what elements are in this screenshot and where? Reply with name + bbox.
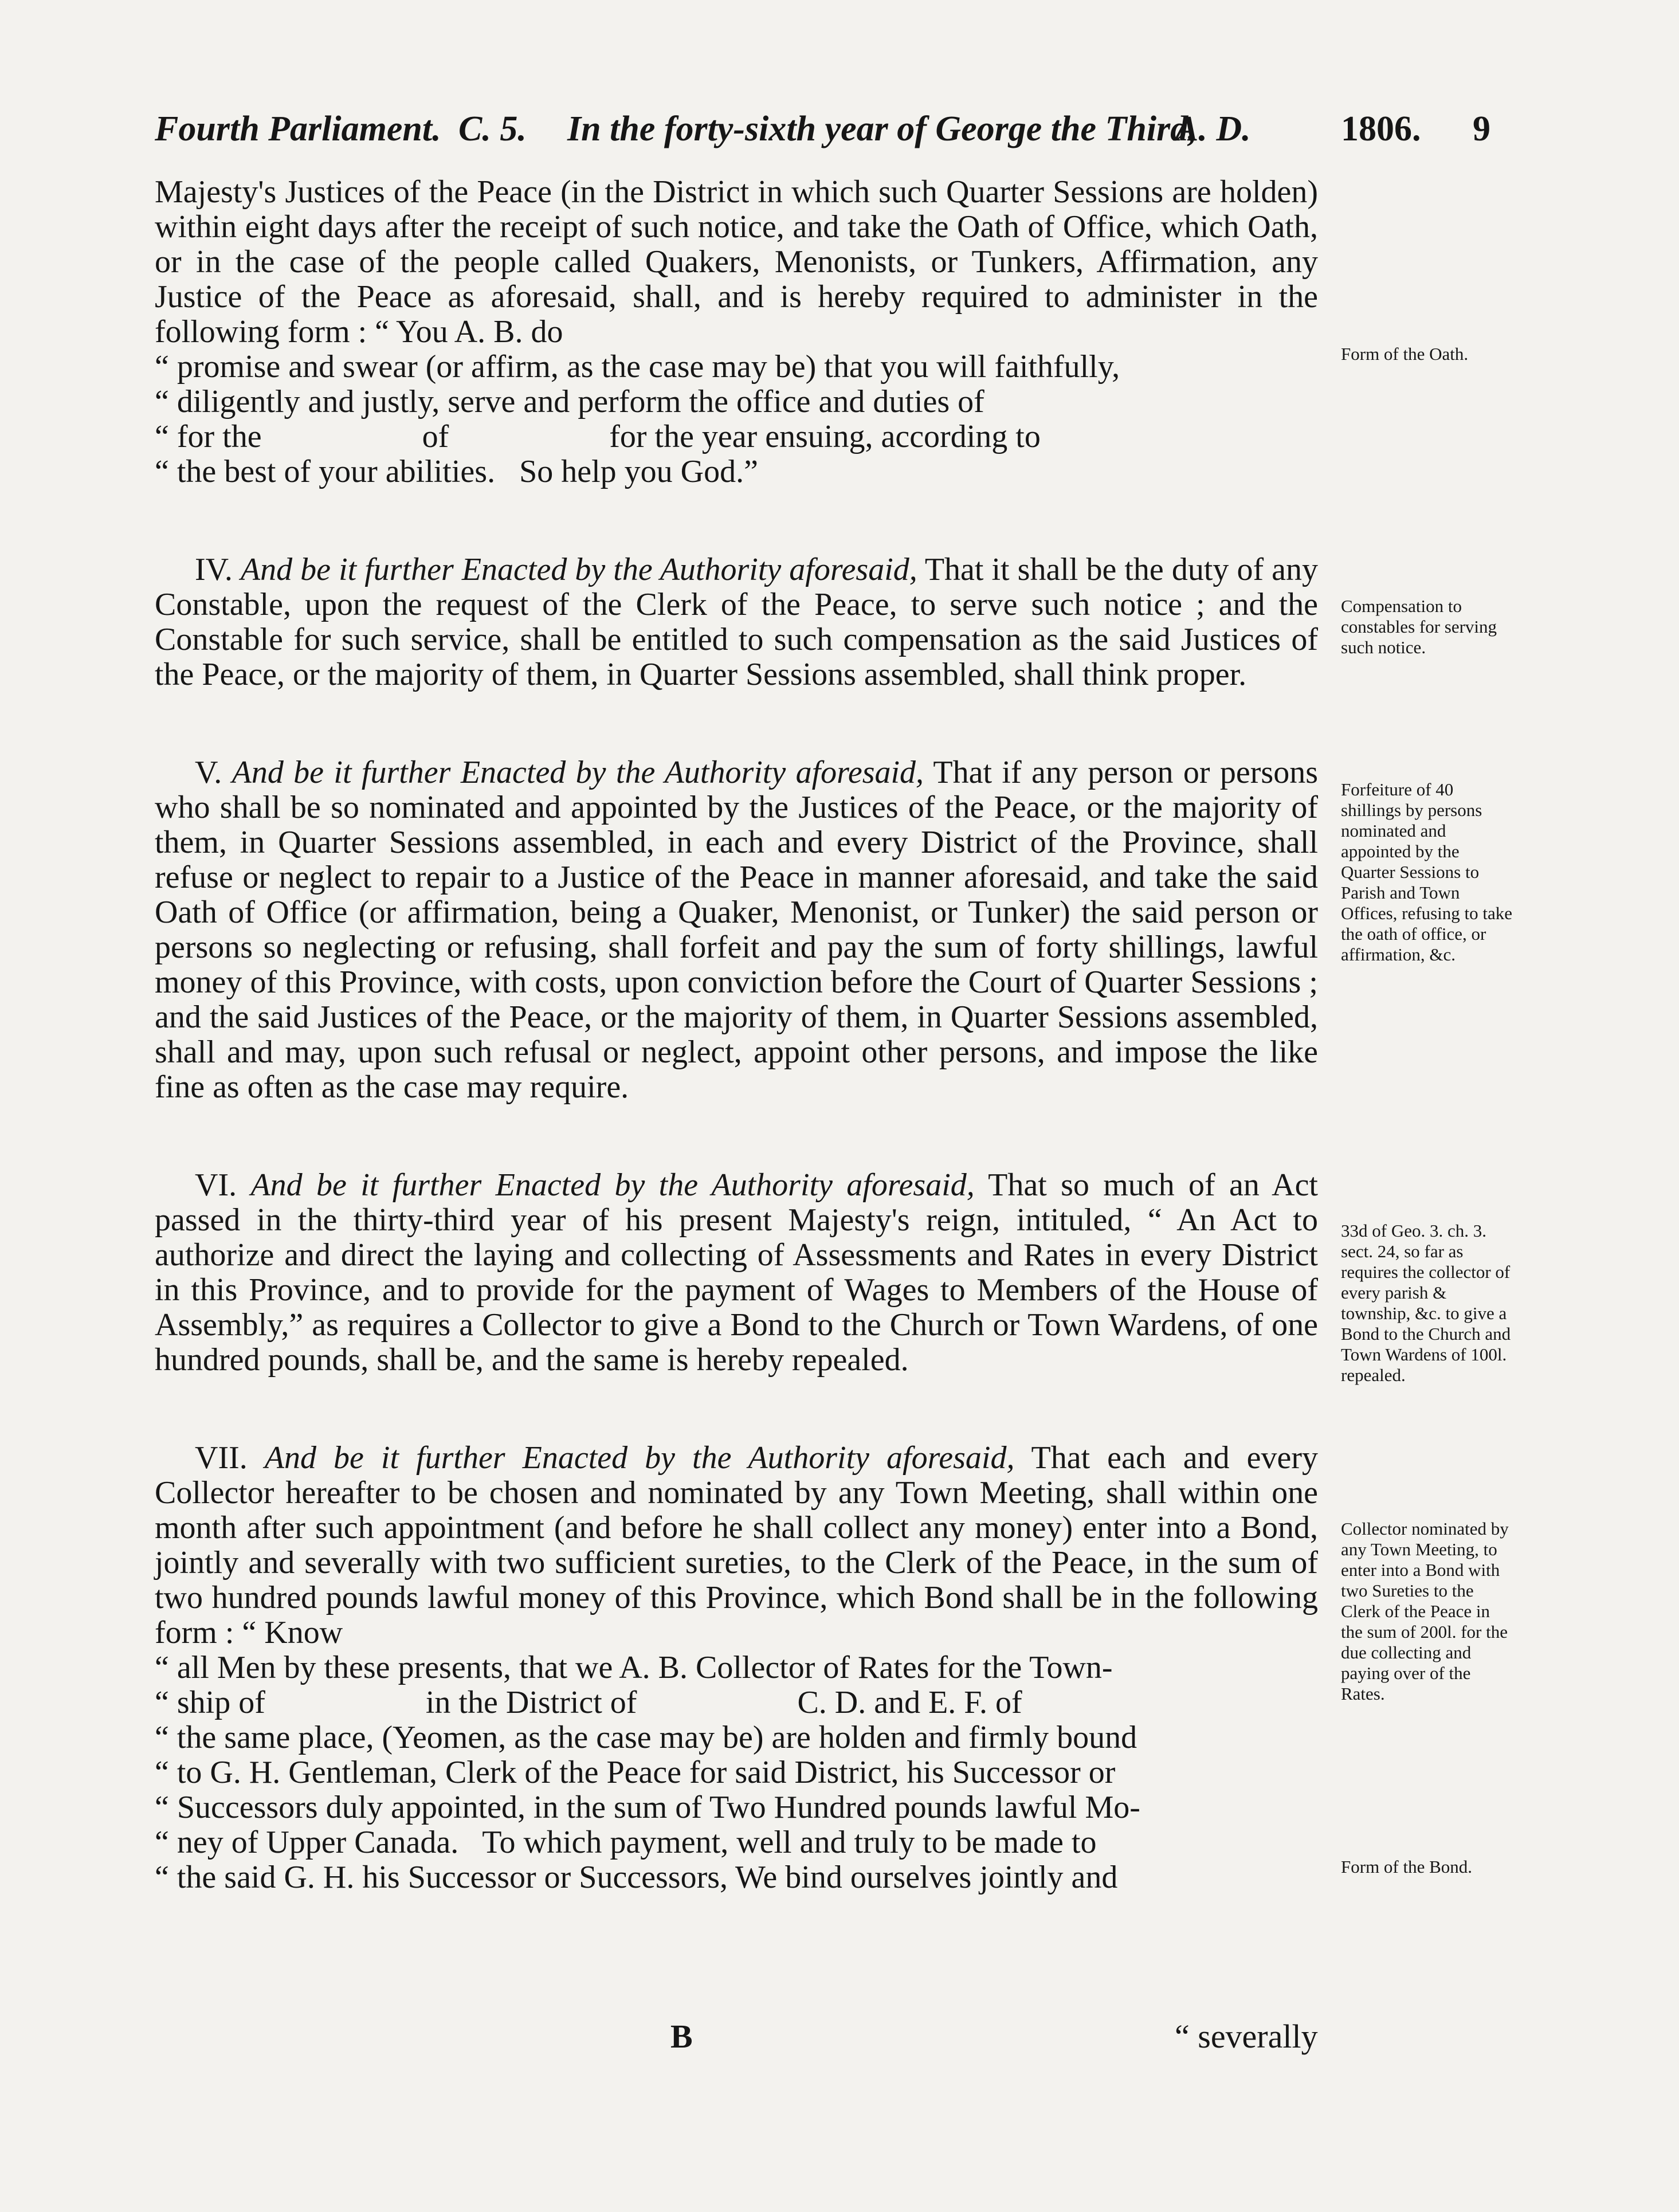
- running-header: [155, 109, 1513, 160]
- oath-line: “ promise and swear (or affirm, as the case may be) that you will faithfully,: [155, 349, 1120, 385]
- bond-line: “ Successors duly appointed, in the sum of Two Hundred pounds lawful Mo-: [155, 1790, 1140, 1825]
- margin-note-forfeiture: Forfeiture of 40 shillings by persons nominated and appointed by the Quarter Sessions to Parish and Town Offices, refusing to take the oath of office, or affirmation, &c.: [1341, 779, 1512, 964]
- margin-note-compensation: Compensation to constables for serving such notice.: [1341, 596, 1497, 657]
- enacting-clause: And be it further Enacted by the Authority aforesaid,: [250, 1167, 975, 1203]
- section-iv: [155, 552, 1318, 692]
- oath-line: “ for the of for the year ensuing, according to: [155, 419, 1041, 454]
- margin-note-collector-bond: Collector nominated by any Town Meeting, to enter into a Bond with two Sureties to the Clerk of the Peace in the sum of 200l. for the due collecting and paying over of the Rates.: [1341, 1519, 1509, 1704]
- enacting-clause: And be it further Enacted by the Authority aforesaid,: [232, 755, 924, 790]
- enacting-clause: And be it further Enacted by the Authority aforesaid,: [264, 1440, 1015, 1476]
- section-text: That if any person or persons who shall be so nominated and appointed by the Justices of the Peace, or the majority of them, in Quarter Sessions assembled, in each and every District of the Province, shall refuse or neglect to repair to a Justice of the Peace in manner aforesaid, and take the said Oath of Office (or affirmation, being a Quaker, Menonist, or Tunker) the said person or persons so neglecting or refusing, shall forfeit and pay the sum of forty shillings, lawful money of this Province, with costs, upon conviction before the Court of Quarter Sessions ; and the said Justices of the Peace, or the majority of them, in Quarter Sessions assembled, shall and may, upon such refusal or neglect, appoint other persons, and impose the like fine as often as the case may require.: [155, 755, 1318, 1105]
- margin-note-form-of-bond: Form of the Bond.: [1341, 1857, 1473, 1877]
- page-number: 9: [1473, 109, 1490, 148]
- header-chapter: C. 5.: [458, 109, 527, 148]
- signature-mark: B: [670, 2018, 693, 2055]
- margin-note-form-of-oath: Form of the Oath.: [1341, 344, 1469, 364]
- section-v: [155, 755, 1318, 1105]
- section-text: That it shall be the duty of any Constable, upon the request of the Clerk of the Peace, to serve such notice ; and the Constable for such service, shall be entitled to such compensation as the said Justices of the Peace, or the majority of them, in Quarter Sessions assembled, shall think proper.: [155, 552, 1318, 692]
- oath-line: “ diligently and justly, serve and perform the office and duties of: [155, 384, 984, 419]
- header-year: 1806.: [1341, 109, 1421, 148]
- section-number: V.: [195, 755, 222, 790]
- section-number: VI.: [195, 1167, 237, 1203]
- oath-line: “ the best of your abilities. So help you God.”: [155, 454, 758, 489]
- section-number: IV.: [195, 552, 233, 587]
- section-text: That so much of an Act passed in the thirty-third year of his present Majesty's reign, intituled, “ An Act to authorize and direct the laying and collecting of Assessments and Rates in every District in this Province, and to provide for the payment of Wages to Members of the House of Assembly,” as requires a Collector to give a Bond to the Church or Town Wardens, of one hundred pounds, shall be, and the same is hereby repealed.: [155, 1167, 1318, 1378]
- paragraph-continued: Majesty's Justices of the Peace (in the District in which such Quarter Sessions are holden) within eight days after the receipt of such notice, and take the Oath of Office, which Oath, or in the case of the people called Quakers, Menonists, or Tunkers, Affirmation, any Justice of the Peace as aforesaid, shall, and is hereby required to administer in the following form : “ You A. B. do: [155, 174, 1318, 350]
- header-year-text: In the forty-sixth year of George the Third,: [567, 109, 1197, 148]
- bond-line: “ the said G. H. his Successor or Successors, We bind ourselves jointly and: [155, 1860, 1118, 1895]
- section-number: VII.: [195, 1440, 248, 1476]
- margin-note-repeal: 33d of Geo. 3. ch. 3. sect. 24, so far as requires the collector of every parish & township, &c. to give a Bond to the Church and Town Wardens of 100l. repealed.: [1341, 1221, 1511, 1385]
- bond-line: “ the same place, (Yeomen, as the case may be) are holden and firmly bound: [155, 1720, 1137, 1755]
- bond-line: “ ship of in the District of C. D. and E. F. of: [155, 1685, 1022, 1720]
- section-vii: [155, 1441, 1318, 1650]
- bond-line: “ all Men by these presents, that we A. B. Collector of Rates for the Town-: [155, 1650, 1113, 1685]
- header-parliament: Fourth Parliament.: [155, 109, 441, 148]
- header-ad: A. D.: [1175, 109, 1251, 148]
- bond-line: “ ney of Upper Canada. To which payment, well and truly to be made to: [155, 1825, 1097, 1860]
- bond-line: “ to G. H. Gentleman, Clerk of the Peace for said District, his Successor or: [155, 1755, 1116, 1790]
- section-text: That each and every Collector hereafter to be chosen and nominated by any Town Meeting, shall within one month after such appointment (and before he shall collect any money) enter into a Bond, jointly and severally with two sufficient sureties, to the Clerk of the Peace, in the sum of two hundred pounds lawful money of this Province, which Bond shall be in the following form : “ Know: [155, 1440, 1319, 1650]
- enacting-clause: And be it further Enacted by the Authority aforesaid,: [240, 552, 917, 587]
- catchword: “ severally: [1175, 2018, 1318, 2055]
- section-vi: [155, 1168, 1318, 1378]
- body-text: [155, 175, 1318, 1895]
